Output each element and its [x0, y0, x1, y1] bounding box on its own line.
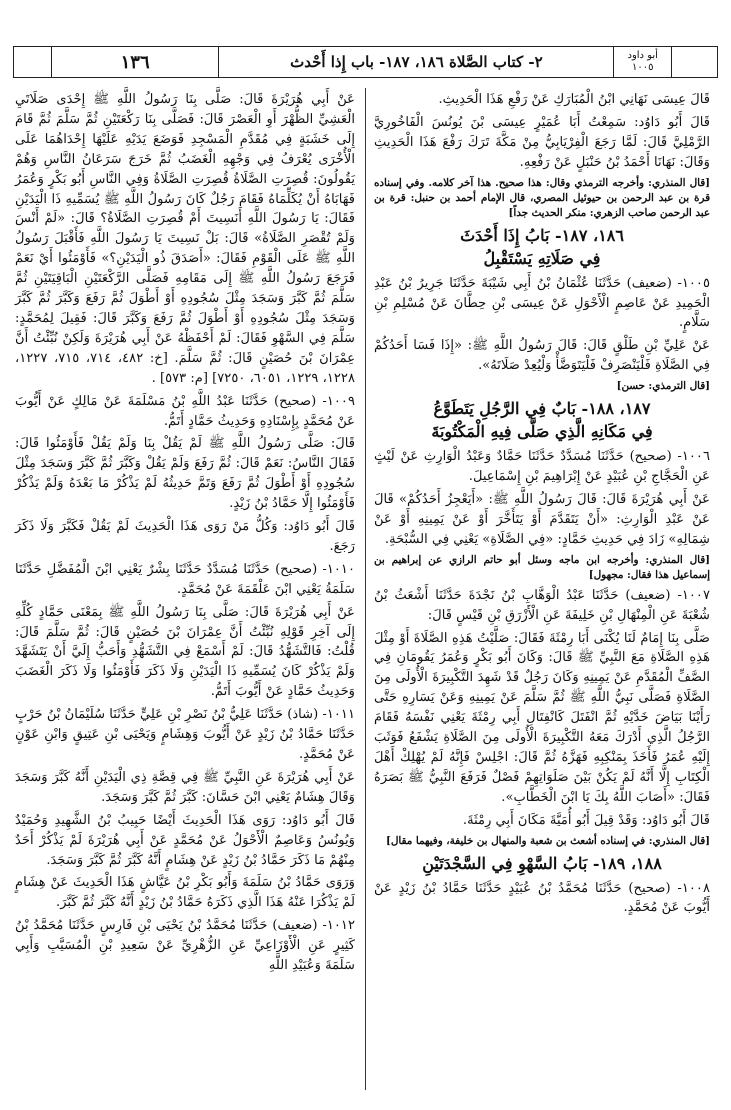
chapter-title: ٢- كتاب الصَّلاة ١٨٦، ١٨٧- باب إِذا أَحْدث — [219, 47, 614, 77]
chapter-heading — [374, 852, 710, 875]
hadith-paragraph: صَلَّى بِنَا إِمَامٌ لَنَا يُكْنَى أَبَا رِمْثَةَ فَقَالَ: صَلَّيْتُ هَذِهِ الصَّلَاةَ أَوْ مِثْلَ هَذِهِ الصَّلَاةِ مَعَ النَّبِيِّ ﷺ قَالَ: وَكَانَ أَبُو بَكْرٍ وَعُمَرُ يَقُومَانِ فِي الصَّفِّ الْمُقَدَّمِ عَنْ يَمِينِهِ وَكَانَ رَجُلٌ قَدْ شَهِدَ التَّكْبِيرَةَ الْأُولَى مِنَ الصَّلَاةِ فَصَلَّى نَبِيُّ اللَّهِ ﷺ ثُمَّ سَلَّمَ عَنْ يَمِينِهِ وَعَنْ يَسَارِهِ حَتَّى رَأَيْنَا بَيَاضَ خَدَّيْهِ ثُمَّ انْفَتَلَ كَانْفِتَالِ أَبِي رِمْثَةَ يَعْنِي نَفْسَهُ فَقَامَ الرَّجُلُ الَّذِي أَدْرَكَ مَعَهُ التَّكْبِيرَةَ الْأُولَى مِنَ الصَّلَاةِ يَشْفَعُ فَوَثَبَ إِلَيْهِ عُمَرُ فَأَخَذَ بِمَنْكِبِهِ فَهَزَّهُ ثُمَّ قَالَ: اجْلِسْ فَإِنَّهُ لَمْ يُهْلِكْ أَهْلَ الْكِتَابِ إِلَّا أَنَّهُ لَمْ يَكُنْ بَيْنَ صَلَوَاتِهِمْ فَصْلٌ فَرَفَعَ النَّبِيُّ ﷺ بَصَرَهُ فَقَالَ: «أَصَابَ اللَّهُ بِكَ يَا ابْنَ الْخَطَّابِ». — [374, 630, 710, 805]
page-header — [13, 46, 718, 78]
chapter-heading — [374, 224, 710, 270]
chapter-heading-line: فِي صَلَاتِهِ يَسْتَقْبِلُ — [483, 248, 601, 268]
editor-note: [قال المنذري: وأخرجه الترمذي وقال: هذا صحيح. هذا آخر كلامه. وفي إسناده قرة بن عبد الرحمن بن حيوئيل المصري، قال الإمام أحمد بن حنبل: قرة بن عبد الرحمن صاحب الزهري: منكر الحديث جداً] — [374, 176, 710, 219]
hadith-paragraph: وَرَوَى حَمَّادُ بْنُ سَلَمَةَ وَأَبُو بَكْرِ بْنُ عَيَّاشٍ هَذَا الْحَدِيثَ عَنْ هِشَامٍ لَمْ يَذْكُرَا عَنْهُ هَذَا الَّذِي ذَكَرَهُ حَمَّادُ بْنُ زَيْدٍ أَنَّهُ كَبَّرَ ثُمَّ كَبَّرَ. — [15, 875, 355, 911]
header-empty-cell-right — [672, 47, 717, 77]
hadith-paragraph: ١٠٠٦- (صحيح) حَدَّثَنَا مُسَدَّدٌ حَدَّثَنَا حَمَّادٌ وَعَبْدُ الْوَارِثِ عَنْ لَيْثٍ عَنِ الْحَجَّاجِ بْنِ عُبَيْدٍ عَنْ إِبْرَاهِيمَ بْنِ إِسْمَاعِيلَ. — [374, 449, 710, 485]
hadith-paragraph: ١٠٠٨- (صحيح) حَدَّثَنَا مُحَمَّدُ بْنُ عُبَيْدٍ حَدَّثَنَا حَمَّادُ بْنُ زَيْدٍ عَنْ أَيُّوبَ عَنْ مُحَمَّدٍ. — [374, 880, 710, 916]
column-separator — [365, 88, 366, 1090]
hadith-paragraph: قَالَ عِيسَى نَهَانِي ابْنُ الْمُبَارَكِ عَنْ رَفْعِ هَذَا الْحَدِيثِ. — [438, 92, 710, 107]
hadith-paragraph: عَنْ أَبِي هُرَيْرَةَ قَالَ: صَلَّى بِنَا رَسُولُ اللَّهِ ﷺ بِمَعْنَى حَمَّادٍ كُلِّهِ إِلَى آخِرِ قَوْلِهِ نُبِّئْتُ أَنَّ عِمْرَانَ بْنَ حُصَيْنٍ قَالَ: ثُمَّ سَلَّمَ قَالَ: قُلْتُ: فَالتَّشَهُّدُ قَالَ: لَمْ أَسْمَعْ فِي التَّشَهُّدِ وَأَحَبُّ إِلَيَّ أَنْ يَتَشَهَّدَ وَلَمْ يَذْكُرْ كَانَ يُسَمِّيهِ ذَا الْيَدَيْنِ وَلَا ذَكَرَ فَأَوْمَئُوا وَلَا ذَكَرَ الْغَضَبَ وَحَدِيثُ حَمَّادٍ عَنْ أَيُّوبَ أَتَمُّ. — [15, 604, 355, 700]
hadith-paragraph: ١٠٠٥- (ضعيف) حَدَّثَنَا عُثْمَانُ بْنُ أَبِي شَيْبَةَ حَدَّثَنَا جَرِيرُ بْنُ عَبْدِ الْحَمِيدِ عَنْ عَاصِمٍ الْأَحْوَلِ عَنْ عِيسَى بْنِ حِطَّانَ عَنْ مُسْلِمِ بْنِ سَلَّامٍ. — [374, 275, 710, 331]
hadith-paragraph: عَنْ أَبِي هُرَيْرَةَ قَالَ: صَلَّى بِنَا رَسُولُ اللَّهِ ﷺ إِحْدَى صَلَاتَيِ الْعَشِيِّ الظُّهْرَ أَوِ الْعَصْرَ قَالَ: فَصَلَّى بِنَا رَكْعَتَيْنِ ثُمَّ سَلَّمَ ثُمَّ قَامَ إِلَى خَشَبَةٍ فِي مُقَدَّمِ الْمَسْجِدِ فَوَضَعَ يَدَيْهِ عَلَيْهَا إِحْدَاهُمَا عَلَى الْأُخْرَى يُعْرَفُ فِي وَجْهِهِ الْغَضَبُ ثُمَّ خَرَجَ سَرَعَانُ النَّاسِ وَهُمْ يَقُولُونَ: قُصِرَتِ الصَّلَاةُ قُصِرَتِ الصَّلَاةُ وَفِي النَّاسِ أَبُو بَكْرٍ وَعُمَرُ فَهَابَاهُ أَنْ يُكَلِّمَاهُ فَقَامَ رَجُلٌ كَانَ رَسُولُ اللَّهِ ﷺ يُسَمِّيهِ ذَا الْيَدَيْنِ فَقَالَ: يَا رَسُولَ اللَّهِ أَنَسِيتَ أَمْ قُصِرَتِ الصَّلَاةُ؟ قَالَ: «لَمْ أَنْسَ وَلَمْ تُقْصَرِ الصَّلَاةُ» قَالَ: بَلْ نَسِيتَ يَا رَسُولَ اللَّهِ فَأَقْبَلَ رَسُولُ اللَّهِ ﷺ عَلَى الْقَوْمِ فَقَالَ: «أَصَدَقَ ذُو الْيَدَيْنِ؟» فَأَوْمَئُوا أَيْ نَعَمْ فَرَجَعَ رَسُولُ اللَّهِ ﷺ إِلَى مَقَامِهِ فَصَلَّى الرَّكْعَتَيْنِ الْبَاقِيَتَيْنِ ثُمَّ سَلَّمَ ثُمَّ كَبَّرَ وَسَجَدَ مِثْلَ سُجُودِهِ أَوْ أَطْوَلَ ثُمَّ رَفَعَ وَكَبَّرَ ثُمَّ كَبَّرَ وَسَجَدَ مِثْلَ سُجُودِهِ أَوْ أَطْوَلَ ثُمَّ رَفَعَ وَكَبَّرَ قَالَ: فَقِيلَ لِمُحَمَّدٍ: سَلَّمَ فِي السَّهْوِ فَقَالَ: لَمْ أَحْفَظْهُ عَنْ أَبِي هُرَيْرَةَ وَلَكِنْ نُبِّئْتُ أَنَّ عِمْرَانَ بْنَ حُصَيْنٍ قَالَ: ثُمَّ سَلَّمَ. [خ: ٤٨٢، ٧١٤، ٧١٥، ١٢٢٧، ١٢٢٨، ١٢٢٩، ٦٠٥١، ٧٢٥٠] [م: ٥٧٣] . — [15, 92, 356, 386]
right-column — [374, 90, 710, 921]
book-name: أبو داود — [627, 50, 658, 61]
hadith-paragraph: قَالَ أَبُو دَاوُد: سَمِعْتُ أَبَا عُمَيْرٍ عِيسَى بْنَ يُونُسَ الْفَاخُورِيَّ الرَّمْلِيَّ قَالَ: لَمَّا رَجَعَ الْفِرْيَابِيُّ مِنْ مَكَّةَ تَرَكَ رَفْعَ هَذَا الْحَدِيثِ وَقَالَ: نَهَانَا أَحْمَدُ بْنُ حَنْبَلٍ عَنْ رَفْعِهِ. — [374, 114, 710, 170]
hadith-paragraph: عَنْ أَبِي هُرَيْرَةَ قَالَ: قَالَ رَسُولُ اللَّهِ ﷺ: «أَيَعْجِزُ أَحَدُكُمْ» قَالَ عَنْ عَبْدِ الْوَارِثِ: «أَنْ يَتَقَدَّمَ أَوْ يَتَأَخَّرَ أَوْ عَنْ يَمِينِهِ أَوْ عَنْ شِمَالِهِ» زَادَ فِي حَدِيثِ حَمَّادٍ: «فِي الصَّلَاةِ» يَعْنِي فِي السُّبْحَةِ. — [374, 491, 710, 547]
volume-number: ١٠٠٥ — [631, 62, 654, 73]
hadith-paragraph: قَالَ: صَلَّى رَسُولُ اللَّهِ ﷺ لَمْ يَقُلْ بِنَا وَلَمْ يَقُلْ فَأَوْمَئُوا قَالَ: فَقَالَ النَّاسُ: نَعَمْ قَالَ: ثُمَّ رَفَعَ وَلَمْ يَقُلْ وَكَبَّرَ ثُمَّ كَبَّرَ وَسَجَدَ مِثْلَ سُجُودِهِ أَوْ أَطْوَلَ ثُمَّ رَفَعَ وَتَمَّ حَدِيثُهُ لَمْ يَذْكُرْ مَا بَعْدَهُ وَلَمْ يَذْكُرْ فَأَوْمَئُوا إِلَّا حَمَّادُ بْنُ زَيْدٍ. — [15, 436, 355, 512]
editor-note: [قال المنذري: وأخرجه ابن ماجه وسئل أبو حاتم الرازي عن إبراهيم بن إسماعيل هذا فقال: مجهول] — [374, 553, 710, 581]
chapter-heading-line: ١٨٧، ١٨٨- بَابٌ فِي الرَّجُلِ يَتَطَوَّعُ — [433, 399, 651, 419]
chapter-heading-line: ١٨٦، ١٨٧- بَابُ إِذَا أَحْدَثَ — [460, 225, 624, 245]
hadith-paragraph: قَالَ أَبُو دَاوُد: رَوَى هَذَا الْحَدِيثَ أَيْضًا حَبِيبُ بْنُ الشَّهِيدِ وَحُمَيْدٌ وَيُونُسُ وَعَاصِمٌ الْأَحْوَلُ عَنْ مُحَمَّدٍ عَنْ أَبِي هُرَيْرَةَ لَمْ يَذْكُرْ أَحَدٌ مِنْهُمْ مَا ذَكَرَ حَمَّادُ بْنُ زَيْدٍ عَنْ هِشَامٍ أَنَّهُ كَبَّرَ ثُمَّ كَبَّرَ وَسَجَدَ. — [15, 812, 355, 868]
chapter-heading-line: ١٨٨، ١٨٩- بَابُ السَّهْوِ فِي السَّجْدَتَيْنِ — [422, 853, 662, 873]
editor-note: [قال المنذري: في إسناده أشعث بن شعبة والمنهال بن خليفة، وفيهما مقال] — [386, 834, 710, 847]
hadith-paragraph: ١٠١١- (شاذ) حَدَّثَنَا عَلِيُّ بْنُ نَصْرِ بْنِ عَلِيٍّ حَدَّثَنَا سُلَيْمَانُ بْنُ حَرْبٍ حَدَّثَنَا حَمَّادُ بْنُ زَيْدٍ عَنْ أَيُّوبَ وَهِشَامٍ وَيَحْيَى بْنِ عَتِيقٍ وَابْنِ عَوْنٍ عَنْ مُحَمَّدٍ. — [15, 707, 355, 762]
editor-note: [قال الترمذي: حسن] — [616, 380, 710, 393]
chapter-heading — [374, 397, 710, 443]
hadith-paragraph: عَنْ أَبِي هُرَيْرَةَ عَنِ النَّبِيِّ ﷺ فِي قِصَّةِ ذِي الْيَدَيْنِ أَنَّهُ كَبَّرَ وَسَجَدَ وَقَالَ هِشَامٌ يَعْنِي ابْنَ حَسَّانَ: كَبَّرَ ثُمَّ كَبَّرَ وَسَجَدَ. — [15, 769, 355, 805]
hadith-paragraph: قَالَ أَبُو دَاوُد: وَقَدْ قِيلَ أَبُو أُمَيَّةَ مَكَانَ أَبِي رِمْثَةَ. — [462, 812, 710, 828]
hadith-paragraph: ١٠٠٩- (صحيح) حَدَّثَنَا عَبْدُ اللَّهِ بْنُ مَسْلَمَةَ عَنْ مَالِكٍ عَنْ أَيُّوبَ عَنْ مُحَمَّدٍ بِإِسْنَادِهِ وَحَدِيثُ حَمَّادٍ أَتَمُّ. — [15, 393, 355, 429]
header-empty-cell-left — [14, 47, 52, 77]
hadith-paragraph: قَالَ أَبُو دَاوُد: وَكُلُّ مَنْ رَوَى هَذَا الْحَدِيثَ لَمْ يَقُلْ فَكَبَّرَ وَلَا ذَكَرَ رَجَعَ. — [15, 519, 355, 554]
hadith-paragraph: ١٠١٠- (صحيح) حَدَّثَنَا مُسَدَّدٌ حَدَّثَنَا بِشْرٌ يَعْنِي ابْنَ الْمُفَضَّلِ حَدَّثَنَا سَلَمَةُ يَعْنِي ابْنَ عَلْقَمَةَ عَنْ مُحَمَّدٍ. — [15, 561, 355, 597]
chapter-heading-line: فِي مَكَانِهِ الَّذِي صَلَّى فِيهِ الْمَكْتُوبَةَ — [431, 422, 653, 442]
hadith-paragraph: ١٠٠٧- (ضعيف) حَدَّثَنَا عَبْدُ الْوَهَّابِ بْنُ نَجْدَةَ حَدَّثَنَا أَشْعَثُ بْنُ شُعْبَةَ عَنِ الْمِنْهَالِ بْنِ خَلِيفَةَ عَنِ الْأَزْرَقِ بْنِ قَيْسٍ قَالَ: — [374, 587, 710, 623]
hadith-paragraph: عَنْ عَلِيِّ بْنِ طَلْقٍ قَالَ: قَالَ رَسُولُ اللَّهِ ﷺ: «إِذَا فَسَا أَحَدُكُمْ فِي الصَّلَاةِ فَلْيَنْصَرِفْ فَلْيَتَوَضَّأْ وَلْيُعِدْ صَلَاتَهُ». — [374, 338, 710, 374]
page-number: ١٣٦ — [52, 47, 220, 77]
hadith-paragraph: ١٠١٢- (ضعيف) حَدَّثَنَا مُحَمَّدُ بْنُ يَحْيَى بْنِ فَارِسٍ حَدَّثَنَا مُحَمَّدُ بْنُ كَثِيرٍ عَنِ الْأَوْزَاعِيِّ عَنِ الزُّهْرِيِّ عَنْ سَعِيدِ بْنِ الْمُسَيَّبِ وَأَبِي سَلَمَةَ وَعُبَيْدِ اللَّهِ — [15, 918, 355, 974]
left-column — [15, 90, 355, 979]
book-info — [614, 47, 672, 77]
